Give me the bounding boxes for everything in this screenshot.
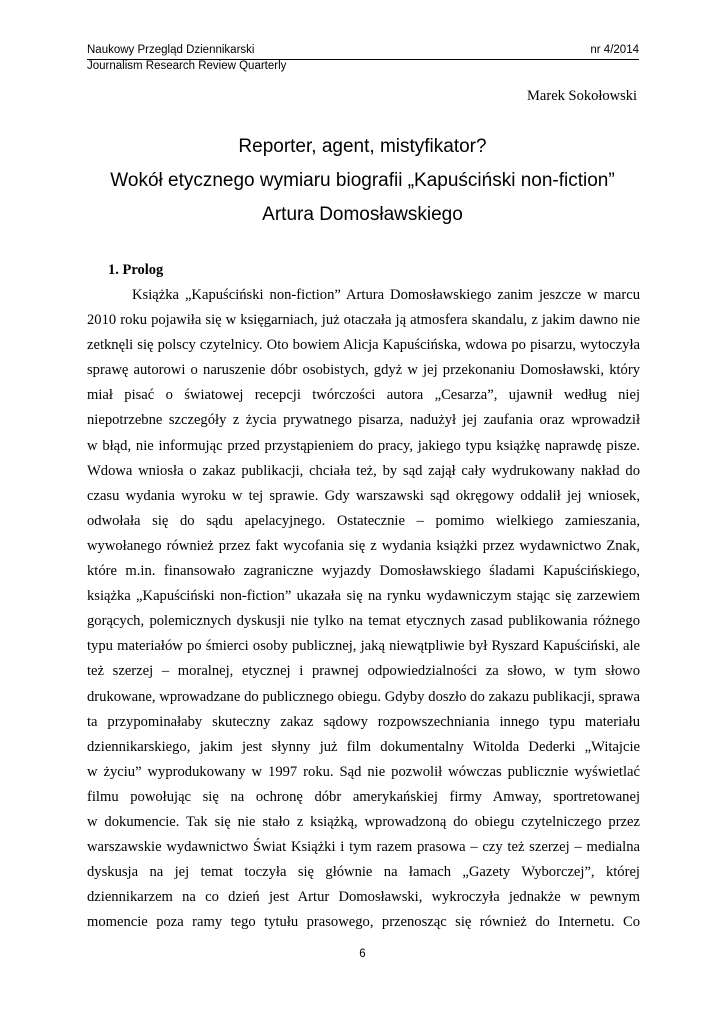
body-line: gorących, polemicznych dyskusji nie tylko na temat etycznych zasad publikowania różnego (87, 613, 640, 630)
title-line-2: Wokół etycznego wymiaru biografii „Kapuściński non-fiction” (110, 170, 615, 191)
body-line: dyskusja na jej temat toczyła się głównie na łamach „Gazety Wyborczej”, której (87, 864, 640, 881)
author-name: Marek Sokołowski (527, 88, 637, 104)
body-line: 2010 roku pojawiła się w księgarniach, już otaczała ją atmosfera skandalu, z jakim dawno nie (87, 312, 640, 329)
body-line: w dokumencie. Tak się nie stało z książką, wprowadzoną do obiegu czytelniczego przez (87, 813, 640, 830)
body-line: drukowane, wprowadzane do publicznego obiegu. Gdyby doszło do zakazu publikacji, sprawa (87, 688, 640, 705)
body-line: dziennikarzem na co dzień jest Artur Domosławski, wykroczyła jednakże w pewnym (87, 889, 640, 906)
title-line-1: Reporter, agent, mistyfikator? (238, 136, 487, 157)
body-line: sprawę autorowi o naruszenie dóbr osobistych, gdyż w jej przekonaniu Domosławski, który (87, 362, 640, 379)
body-text (87, 283, 640, 935)
title-line-3: Artura Domosławskiego (262, 204, 463, 225)
body-line: filmu powołując się na ochronę dóbr amerykańskiej firmy Amway, sportretowanej (87, 788, 640, 805)
body-line: typu materiałów po śmierci osoby publicznej, jaką niewątpliwie był Ryszard Kapuściński, ale (87, 638, 640, 655)
body-line: zetknęli się polscy czytelnicy. Oto bowiem Alicja Kapuścińska, wdowa po pisarzu, wytoczyła (87, 337, 640, 354)
journal-title-pl: Naukowy Przegląd Dziennikarski (87, 44, 255, 56)
body-line: w błąd, nie informując przed przystąpieniem do pracy, jakiego typu książkę naprawdę pisze. (87, 437, 640, 454)
body-line: dziennikarskiego, jakim jest słynny już film dokumentalny Witolda Dederki „Witajcie (87, 738, 640, 755)
body-line: ta przypominałaby skuteczny zakaz sądowy rozpowszechniania innego typu materiału (87, 713, 640, 730)
body-line: odwołała się do sądu apelacyjnego. Ostatecznie – pomimo wielkiego zamieszania, (87, 512, 640, 529)
body-line: czasu wydania wyroku w tej sprawie. Gdy warszawski sąd okręgowy oddalił jej wniosek, (87, 487, 640, 504)
body-line: momencie poza ramy tego tytułu prasowego, przenosząc się również do Internetu. Co (87, 914, 640, 931)
body-line: które m.in. finansowało zagraniczne wyjazdy Domosławskiego śladami Kapuścińskiego, (87, 563, 640, 580)
issue-number: nr 4/2014 (590, 44, 639, 56)
journal-title-en: Journalism Research Review Quarterly (87, 60, 287, 72)
body-line: w życiu” wyprodukowany w 1997 roku. Sąd nie pozwolił wówczas publicznie wyświetlać (87, 763, 640, 780)
body-line: Książka „Kapuściński non-fiction” Artura Domosławskiego zanim jeszcze w marcu (132, 287, 640, 303)
body-line: niepotrzebne szczegóły z życia prywatnego pisarza, nadużył jej zaufania oraz wprowadził (87, 412, 640, 429)
body-line: miał pisać o światowej recepcji twórczości autora „Cesarza”, ujawnił według niej (87, 387, 640, 404)
body-line: też szerzej – moralnej, etycznej i prawnej odpowiedzialności za słowo, w tym słowo (87, 663, 640, 680)
body-line: warszawskie wydawnictwo Świat Książki i tym razem prasowa – czy też szerzej – medialna (87, 839, 640, 856)
section-heading: 1. Prolog (108, 262, 164, 278)
body-line: Wdowa wniosła o zakaz publikacji, chciała też, by sąd zajął cały wydrukowany nakład do (87, 462, 640, 479)
body-line: wywołanego również przez fakt wycofania się z wydania książki przez wydawnictwo Znak, (87, 537, 640, 554)
page-number: 6 (359, 948, 366, 960)
body-line: książka „Kapuściński non-fiction” ukazała się na rynku wydawniczym stając się zarzewiem (87, 588, 640, 605)
